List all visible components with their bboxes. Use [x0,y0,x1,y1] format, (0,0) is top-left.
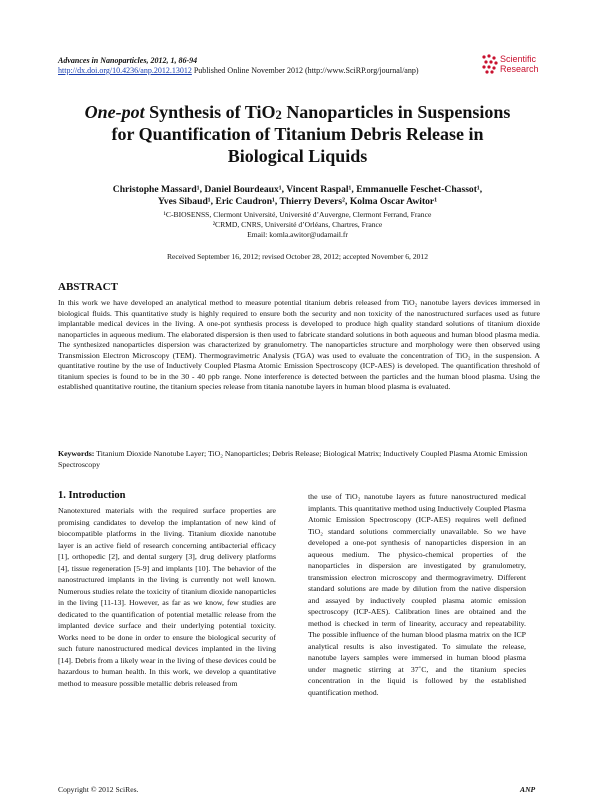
keywords-label: Keywords: [58,449,95,458]
title-line2: for Quantification of Titanium Debris Release in [111,124,484,144]
title-sub: 2 [275,108,282,122]
published-info: Published Online November 2012 (http://www.SciRP.org/journal/anp) [191,66,419,75]
title-part2: Nanoparticles in Suspensions [281,102,511,122]
scirp-logo [481,53,541,79]
received-dates: Received September 16, 2012; revised October 28, 2012; accepted November 6, 2012 [166,252,429,261]
journal-name: Advances in Nanoparticles [58,56,147,65]
author-list [60,184,535,208]
abstract-text: In this work we have developed an analytical method to measure potential titanium debris released from TiO₂ nanotube layers devices immersed in biological fluids. This quantitative study is highly required to ensure both the security and non toxicity of the nanostructured surfaces used as future implantable medical devices in the living. A one-pot synthesis process is developed to produce high quality standard solutions of titanium dioxide nanoparticles in aqueous medium. The elaborated dispersion is then used to fabricate standard solutions in both aqueous and human blood plasma media. The synthesized nanoparticles dispersion was characterized by granulometry. The nanoparticles structure and morphology were then observed using Transmission Electron Microscopy (TEM). Thermogravimetric Analysis (TGA) was used to evaluate the concentration of TiO₂ in the suspension. A quantitative routine by the use of Inductively Coupled Plasma Atomic Emission Spectroscopy (ICP-AES) is developed. The quantification threshold of titanium species is found to be in the 30 - 40 ppb range. None interference is detected between the particles and the human blood plasma. Using the established quantitative routine, the titanium species release from titania nanotube layers in human blood plasma is evaluated. [58,298,540,391]
journal-header [58,56,419,76]
abstract-heading: ABSTRACT [58,281,118,293]
authors-line1: Christophe Massard¹, Daniel Bourdeaux¹, Vincent Raspal¹, Emmanuelle Feschet-Chassot¹, [112,184,483,195]
affiliations [60,210,535,240]
intro-column-left: Nanotextured materials with the required surface properties are promising candidates to develop the implantation of new kind of biocompatible platforms in the living. Titanium dioxide nanotube layer is an active field of research concerning antibacterial efficacy [1], orthopedic [2], and dental surgery [3], drug delivery platforms [4], tissue regeneration [5-9] and implants [10]. The behavior of the nanostructured implants in the living is currently not well known. Numerous studies relate the toxicity of titanium dioxide nanoparticles in the living [11-13]. However, as far as we know, few studies are dedicated to the quantification of potential metallic release from the implanted device surface and their underlying potential toxicity. Works need to be done in order to ensure the biological security of such future nanostructured medical devices implanted in the living [14]. Debris from a likely wear in the living of these devices could be hazardous to human health. In this work, we develop a quantitative method to measure possible metallic debris released from [58,506,276,688]
doi-link[interactable]: http://dx.doi.org/10.4236/anp.2012.13012 [58,66,192,75]
journal-volume: , 2012, 1, 86-94 [146,56,198,65]
footer-journal-abbr: ANP [520,785,536,794]
logo-dots-icon [481,53,499,75]
contact-email: Email: komla.awitor@udamail.fr [247,230,348,239]
section-heading-introduction: 1. Introduction [58,490,126,501]
title-italic: One-pot [84,102,145,122]
logo-line2: Research [500,64,539,74]
keywords-text: Titanium Dioxide Nanotube Layer; TiO₂ Nanoparticles; Debris Release; Biological Matrix; Inductively Coupled Plasma Atomic Emission Spectroscopy [58,449,528,469]
keywords [58,449,540,470]
footer-copyright: Copyright © 2012 SciRes. [58,785,139,794]
authors-line2: Yves Sibaud¹, Eric Caudron¹, Thierry Devers², Kolma Oscar Awitor¹ [157,196,438,207]
title-part1: Synthesis of TiO [144,102,276,122]
affiliation-1: ¹C-BIOSENSS, Clermont Université, Université d’Auvergne, Clermont Ferrand, France [163,210,432,219]
intro-column-right: the use of TiO₂ nanotube layers as future nanostructured medical implants. This quantitative method using Inductively Coupled Plasma Atomic Emission Spectroscopy (ICP-AES) requires well defined TiO₂ standard solutions commercially unavailable. So we have developed a one-pot synthesis of nanoparticles dispersion in an aqueous medium. The physico-chemical properties of the nanoparticles in dispersion are investigated by granulometry, transmission electron microscopy and thermogravimetry. Different standard solutions are made by dilution from the native dispersion and assayed by inductively coupled plasma atomic emission spectroscopy (ICP-AES). Calibration lines are obtained and the method is checked in term of linearity, accuracy and repeatability. The possible influence of the human blood plasma matrix on the ICP analytical results is also investigated. To simulate the release, nanotube layers samples were immersed in human blood plasma under magnetic stirring at 37˚C, and the titanium species concentration in the liquid is followed by the established quantification method. [308,492,526,697]
affiliation-2: ²CRMD, CNRS, Université d’Orléans, Chartres, France [212,220,383,229]
paper-title [60,101,535,167]
logo-line1: Scientific [500,54,537,64]
title-line3: Biological Liquids [227,146,368,166]
